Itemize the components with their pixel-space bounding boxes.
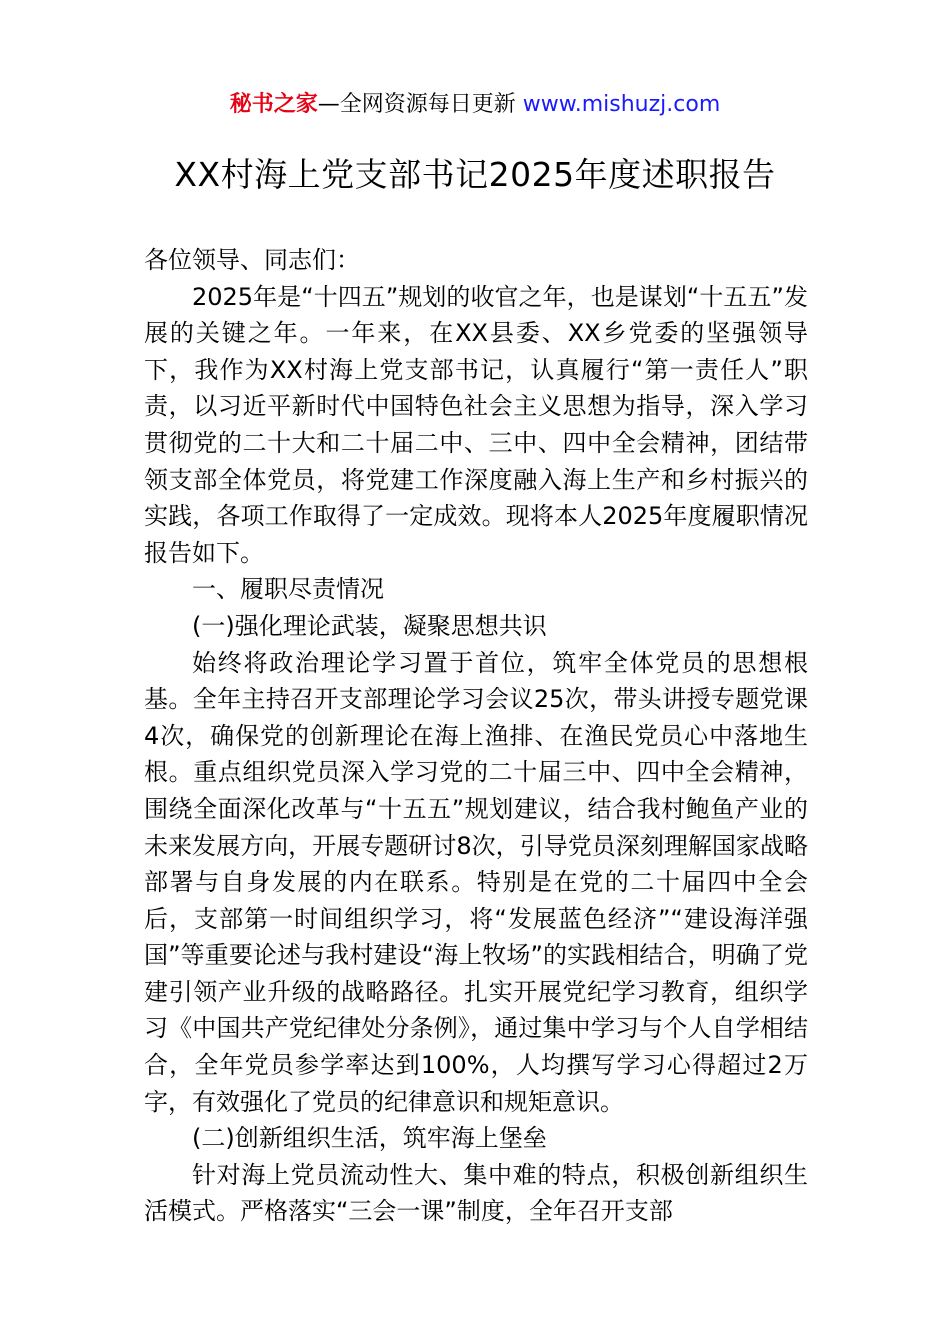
document-title: XX村海上党支部书记2025年度述职报告 [174,155,776,194]
subsection-2-paragraph: 针对海上党员流动性大、集中难的特点，积极创新组织生活模式。严格落实“三会一课”制度，全年召开支部 [144,1160,808,1226]
intro-paragraph: 2025年是“十四五”规划的收官之年，也是谋划“十五五”发展的关键之年。一年来，在XX县委、XX乡党委的坚强领导下，我作为XX村海上党支部书记，认真履行“第一责任人”职责，以习近平新时代中国特色社会主义思想为指导，深入学习贯彻党的二十大和二十届二中、三中、四中全会精神，团结带领支部全体党员，将党建工作深度融入海上生产和乡村振兴的实践，各项工作取得了一定成效。现将本人2025年度履职情况报告如下。 [144,282,808,567]
salutation: 各位领导、同志们： [144,246,360,274]
subsection-heading-2: (二)创新组织生活，筑牢海上堡垒 [192,1124,547,1153]
site-header [0,88,950,122]
brand-name: 秘书之家 [229,92,318,117]
header-tagline: —全网资源每日更新 [317,92,516,117]
site-url[interactable]: www.mishuzj.com [522,92,721,117]
section-heading: 一、履职尽责情况 [192,575,384,604]
subsection-1-paragraph: 始终将政治理论学习置于首位，筑牢全体党员的思想根基。全年主持召开支部理论学习会议25次，带头讲授专题党课4次，确保党的创新理论在海上渔排、在渔民党员心中落地生根。重点组织党员深入学习党的二十届三中、四中全会精神，围绕全面深化改革与“十五五”规划建议，结合我村鲍鱼产业的未来发展方向，开展专题研讨8次，引导党员深刻理解国家战略部署与自身发展的内在联系。特别是在党的二十届四中全会后，支部第一时间组织学习，将“发展蓝色经济”“建设海洋强国”等重要论述与我村建设“海上牧场”的实践相结合，明确了党建引领产业升级的战略路径。扎实开展党纪学习教育，组织学习《中国共产党纪律处分条例》，通过集中学习与个人自学相结合，全年党员参学率达到100%，人均撰写学习心得超过2万字，有效强化了党员的纪律意识和规矩意识。 [144,648,808,1116]
document-body [144,242,808,1230]
subsection-heading-1: (一)强化理论武装，凝聚思想共识 [192,611,547,640]
